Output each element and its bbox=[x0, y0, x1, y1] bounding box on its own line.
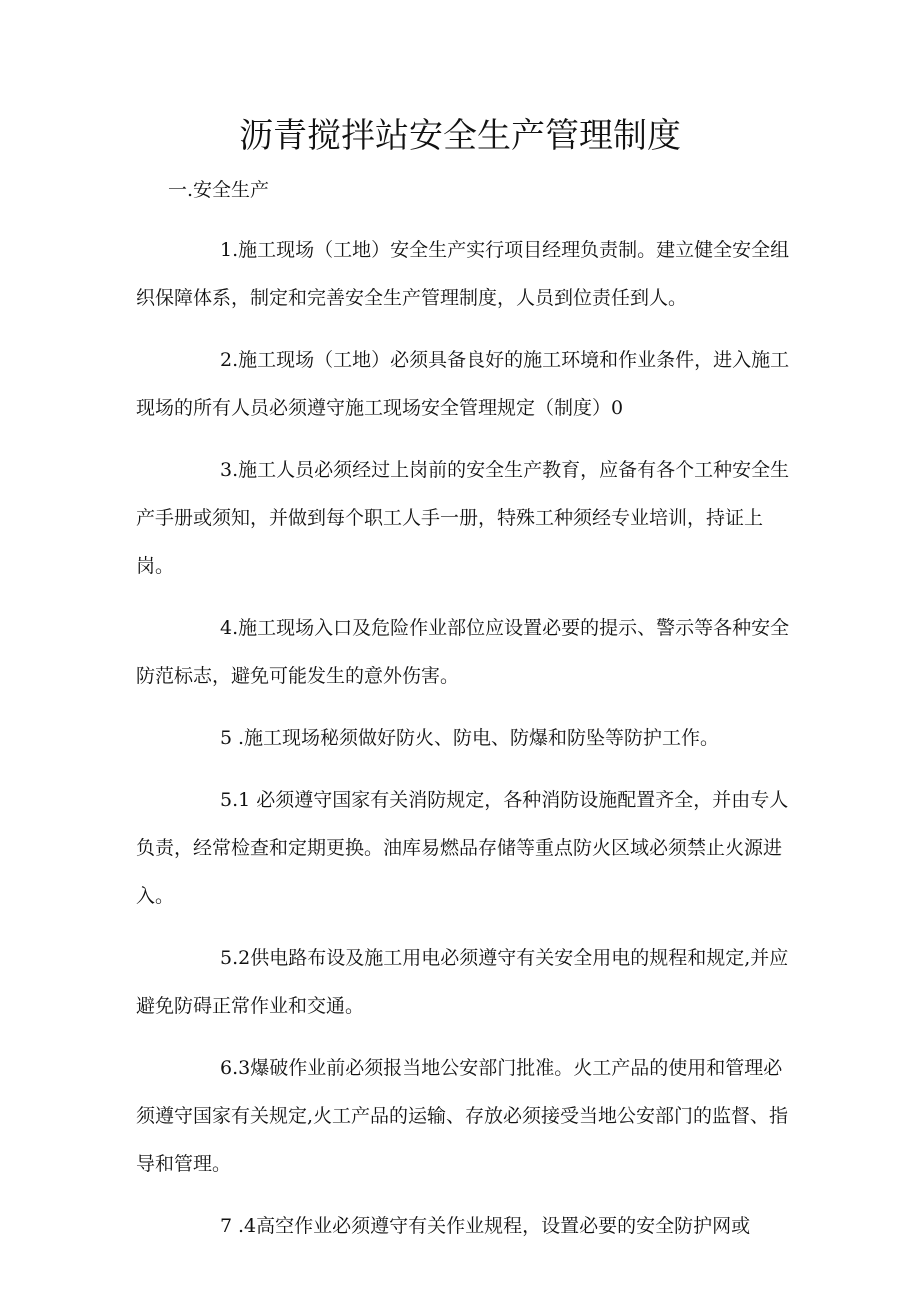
paragraph-1 bbox=[136, 226, 800, 322]
paragraph-7-4 bbox=[136, 1202, 800, 1250]
paragraph-number: 7 bbox=[220, 1215, 233, 1237]
paragraph-4 bbox=[136, 604, 800, 700]
paragraph-number: 5.1 bbox=[220, 789, 251, 811]
paragraph-text: .2供电路布设及施工用电必须遵守有关安全用电的规程和规定,并应避免防碍正常作业和交通。 bbox=[136, 947, 789, 1017]
paragraph-number: 6 bbox=[220, 1057, 233, 1079]
paragraph-text: 必须遵守国家有关消防规定，各种消防设施配置齐全，并由专人负责，经常检查和定期更换。油库易燃品存储等重点防火区域必须禁止火源进入。 bbox=[136, 789, 789, 907]
paragraph-3 bbox=[136, 446, 800, 590]
document-title: 沥青搅拌站安全生产管理制度 bbox=[239, 116, 681, 156]
paragraph-text: .施工现场入口及危险作业部位应设置必要的提示、警示等各种安全防范标志，避免可能发生的意外伤害。 bbox=[136, 617, 790, 687]
paragraph-text: .3爆破作业前必须报当地公安部门批准。火工产品的使用和管理必须遵守国家有关规定,火工产品的运输、存放必须接受当地公安部门的监督、指导和管理。 bbox=[136, 1057, 789, 1175]
paragraph-5 bbox=[136, 714, 800, 762]
paragraph-text: .施工人员必须经过上岗前的安全生产教育，应备有各个工种安全生产手册或须知，并做到每个职工人手一册，特殊工种须经专业培训，持证上岗。 bbox=[136, 459, 790, 577]
section-heading: 一.安全生产 bbox=[168, 179, 270, 201]
paragraph-6-3 bbox=[136, 1044, 800, 1188]
paragraph-5-2 bbox=[136, 934, 800, 1030]
paragraph-text: .施工现场（工地）必须具备良好的施工环境和作业条件，进入施工现场的所有人员必须遵守施工现场安全管理规定（制度）0 bbox=[136, 349, 790, 419]
paragraph-text: .4高空作业必须遵守有关作业规程，设置必要的安全防护网或 bbox=[238, 1215, 751, 1237]
paragraph-2 bbox=[136, 336, 800, 432]
document-body bbox=[136, 166, 800, 1264]
paragraph-5-1 bbox=[136, 776, 800, 920]
paragraph-text: .施工现场秘须做好防火、防电、防爆和防坠等防护工作。 bbox=[238, 727, 720, 749]
paragraph-number: 5 bbox=[220, 727, 233, 749]
paragraph-number: 1 bbox=[220, 239, 233, 261]
paragraph-number: 2 bbox=[220, 349, 233, 371]
paragraph-text: .施工现场（工地）安全生产实行项目经理负责制。建立健全安全组织保障体系，制定和完善安全生产管理制度，人员到位责任到人。 bbox=[136, 239, 790, 309]
paragraph-number: 4 bbox=[220, 617, 233, 639]
paragraph-number: 3 bbox=[220, 459, 233, 481]
paragraph-number: 5 bbox=[220, 947, 233, 969]
